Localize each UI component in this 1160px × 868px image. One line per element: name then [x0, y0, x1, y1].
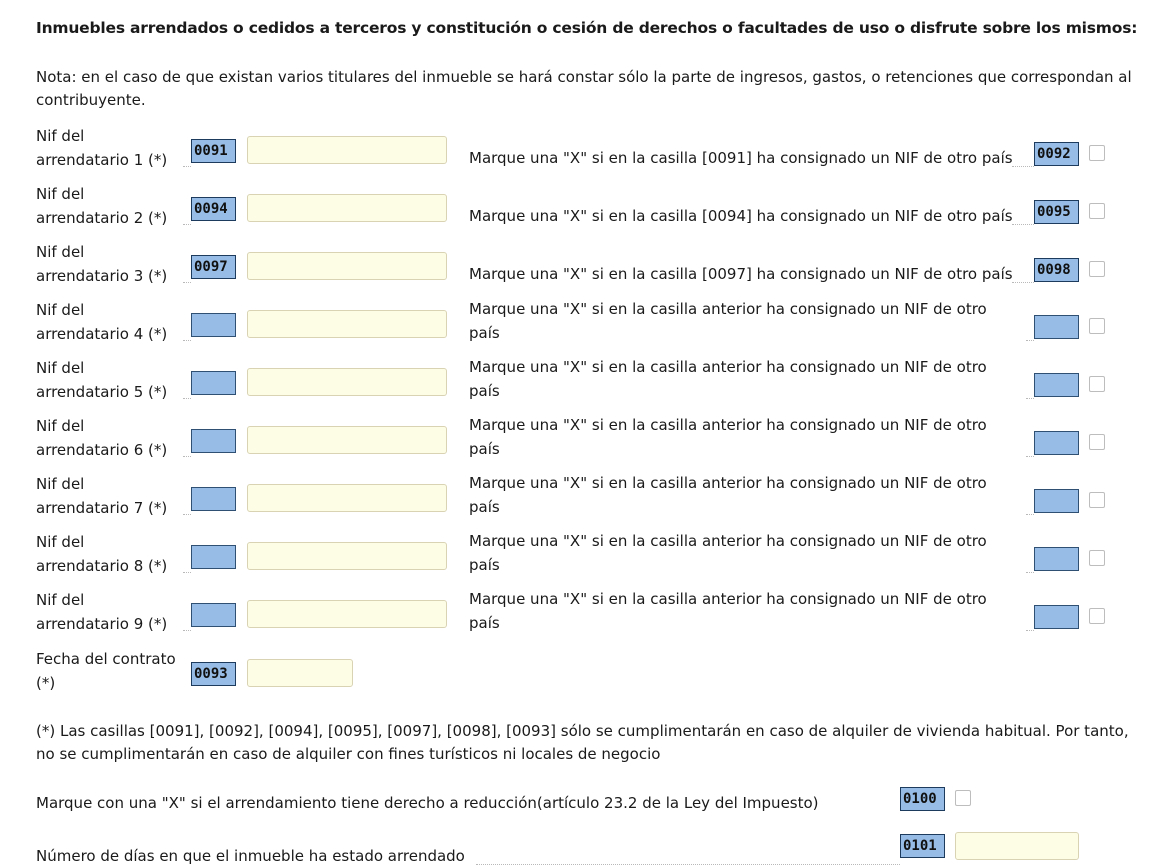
foreign-nif-text-9: Marque una "X" si en la casilla anterior ha consignado un NIF de otro país [469, 590, 987, 632]
foreign-nif-text-1: Marque una "X" si en la casilla [0091] ha consignado un NIF de otro país [469, 149, 1013, 167]
leader-dots [1026, 630, 1034, 631]
box-code-empty [1034, 431, 1079, 455]
days-label: Número de días en que el inmueble ha estado arrendado [36, 847, 465, 865]
box-code-empty [1034, 373, 1079, 397]
row-8-label: Nif del arrendatario 8 (*) [36, 533, 168, 575]
foreign-nif-text-5: Marque una "X" si en la casilla anterior ha consignado un NIF de otro país [469, 358, 987, 400]
leader-dots [183, 514, 191, 515]
contract-date-field[interactable] [247, 659, 353, 687]
leader-dots [183, 340, 191, 341]
nif-field-4[interactable] [247, 310, 447, 338]
row-2-label: Nif del arrendatario 2 (*) [36, 185, 168, 227]
foreign-nif-text-4: Marque una "X" si en la casilla anterior ha consignado un NIF de otro país [469, 300, 987, 342]
box-code-0101: 0101 [900, 834, 945, 858]
foreign-nif-checkbox-8[interactable] [1089, 550, 1105, 566]
row-9-label: Nif del arrendatario 9 (*) [36, 591, 168, 633]
leader-dots [1026, 398, 1034, 399]
nif-field-7[interactable] [247, 484, 447, 512]
leader-dots [1026, 572, 1034, 573]
box-code-0091: 0091 [191, 139, 236, 163]
foreign-nif-text-8: Marque una "X" si en la casilla anterior ha consignado un NIF de otro país [469, 532, 987, 574]
leader-dots [183, 398, 191, 399]
nif-field-8[interactable] [247, 542, 447, 570]
foreign-nif-text-3: Marque una "X" si en la casilla [0097] ha consignado un NIF de otro país [469, 265, 1013, 283]
foreign-nif-checkbox-2[interactable] [1089, 203, 1105, 219]
leader-dots [1012, 282, 1034, 283]
box-code-0092: 0092 [1034, 142, 1079, 166]
row-5-label: Nif del arrendatario 5 (*) [36, 359, 168, 401]
foreign-nif-checkbox-5[interactable] [1089, 376, 1105, 392]
box-code-empty [1034, 315, 1079, 339]
box-code-0094: 0094 [191, 197, 236, 221]
leader-dots [1026, 456, 1034, 457]
leader-dots [183, 630, 191, 631]
foreign-nif-checkbox-3[interactable] [1089, 261, 1105, 277]
nif-field-1[interactable] [247, 136, 447, 164]
box-code-0097: 0097 [191, 255, 236, 279]
leader-dots [183, 166, 191, 167]
row-4-label: Nif del arrendatario 4 (*) [36, 301, 168, 343]
leader-dots [183, 224, 191, 225]
leader-dots [476, 864, 900, 865]
reduction-checkbox[interactable] [955, 790, 971, 806]
leader-dots [183, 456, 191, 457]
leader-dots [1026, 340, 1034, 341]
box-code-0098: 0098 [1034, 258, 1079, 282]
reduction-label: Marque con una "X" si el arrendamiento tiene derecho a reducción(artículo 23.2 de la Ley del Impuesto) [36, 794, 819, 812]
box-code-0095: 0095 [1034, 200, 1079, 224]
nif-field-9[interactable] [247, 600, 447, 628]
foreign-nif-checkbox-7[interactable] [1089, 492, 1105, 508]
box-code-empty [191, 313, 236, 337]
leader-dots [183, 282, 191, 283]
row-7-label: Nif del arrendatario 7 (*) [36, 475, 168, 517]
footnote-text: (*) Las casillas [0091], [0092], [0094], [0095], [0097], [0098], [0093] sólo se cumplimentarán en caso de alquiler de vivienda habitual. Por tanto, no se cumplimentarán en caso de alquiler con fines turísticos ni locales de negocio [36, 722, 1129, 764]
row-6-label: Nif del arrendatario 6 (*) [36, 417, 168, 459]
days-field[interactable] [955, 832, 1079, 860]
foreign-nif-checkbox-4[interactable] [1089, 318, 1105, 334]
box-code-0093: 0093 [191, 662, 236, 686]
leader-dots [1012, 166, 1034, 167]
box-code-empty [191, 603, 236, 627]
leader-dots [1026, 514, 1034, 515]
box-code-empty [191, 487, 236, 511]
note-text: Nota: en el caso de que existan varios titulares del inmueble se hará constar sólo la parte de ingresos, gastos, o retenciones que correspondan al contribuyente. [36, 68, 1132, 110]
foreign-nif-text-6: Marque una "X" si en la casilla anterior ha consignado un NIF de otro país [469, 416, 987, 458]
box-code-0100: 0100 [900, 787, 945, 811]
foreign-nif-checkbox-6[interactable] [1089, 434, 1105, 450]
box-code-empty [191, 371, 236, 395]
box-code-empty [191, 429, 236, 453]
nif-field-2[interactable] [247, 194, 447, 222]
contract-date-label: Fecha del contrato (*) [36, 650, 176, 692]
box-code-empty [1034, 489, 1079, 513]
foreign-nif-checkbox-1[interactable] [1089, 145, 1105, 161]
leader-dots [183, 572, 191, 573]
foreign-nif-checkbox-9[interactable] [1089, 608, 1105, 624]
leader-dots [1012, 224, 1034, 225]
box-code-empty [1034, 547, 1079, 571]
nif-field-5[interactable] [247, 368, 447, 396]
foreign-nif-text-7: Marque una "X" si en la casilla anterior ha consignado un NIF de otro país [469, 474, 987, 516]
foreign-nif-text-2: Marque una "X" si en la casilla [0094] ha consignado un NIF de otro país [469, 207, 1013, 225]
row-1-label: Nif del arrendatario 1 (*) [36, 127, 168, 169]
nif-field-6[interactable] [247, 426, 447, 454]
section-heading: Inmuebles arrendados o cedidos a terceros y constitución o cesión de derechos o facultades de uso o disfrute sobre los mismos: [36, 19, 1138, 37]
box-code-empty [1034, 605, 1079, 629]
box-code-empty [191, 545, 236, 569]
row-3-label: Nif del arrendatario 3 (*) [36, 243, 168, 285]
nif-field-3[interactable] [247, 252, 447, 280]
